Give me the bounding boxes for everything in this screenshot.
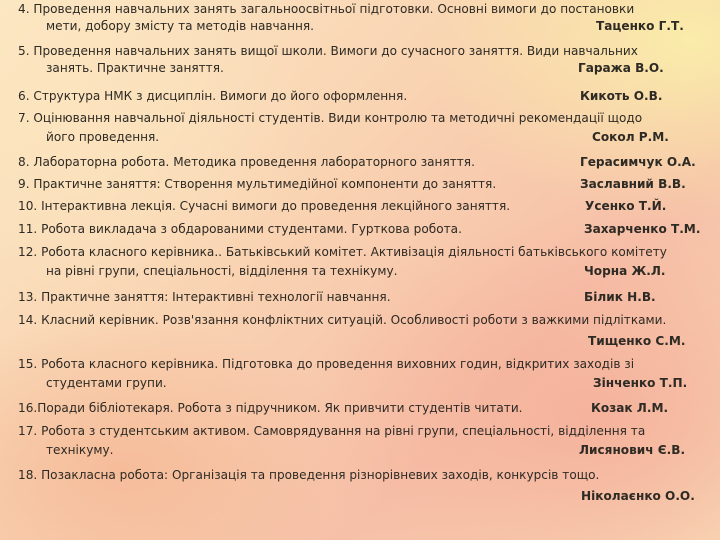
item-author: Білик Н.В.	[584, 290, 656, 304]
list-item	[0, 222, 720, 238]
item-title: 17. Робота з студентським активом. Самоврядування на рівні групи, спеціальності, відділення та	[18, 424, 646, 438]
item-title: 14. Класний керівник. Розв'язання конфліктних ситуацій. Особливості роботи з важкими підлітками.	[18, 313, 667, 327]
item-author: Лисянович Є.В.	[579, 443, 686, 457]
item-author: Чорна Ж.Л.	[584, 264, 666, 278]
item-title-cont: на рівні групи, спеціальності, відділення та технікуму.	[46, 264, 398, 278]
item-author: Захарченко Т.М.	[584, 222, 701, 236]
list-item	[0, 2, 720, 34]
item-title: 5. Проведення навчальних занять вищої школи. Вимоги до сучасного заняття. Види навчальних	[18, 44, 638, 58]
item-title: 13. Практичне заняття: Інтерактивні технології навчання.	[18, 290, 391, 304]
list-item	[0, 89, 720, 105]
list-item	[0, 199, 720, 215]
item-author: Зінченко Т.П.	[593, 376, 688, 390]
list-item	[0, 401, 720, 417]
list-item	[0, 357, 720, 389]
item-author: Заславний В.В.	[580, 177, 686, 191]
item-author: Таценко Г.Т.	[596, 19, 684, 33]
item-title-cont: технікуму.	[46, 443, 114, 457]
item-title: 15. Робота класного керівника. Підготовка до проведення виховних годин, відкритих заходів зі	[18, 357, 635, 371]
list-item	[0, 155, 720, 171]
item-author: Усенко Т.Й.	[585, 199, 667, 213]
item-author: Ніколаєнко О.О.	[581, 489, 695, 503]
list-item	[0, 468, 720, 504]
list-item	[0, 424, 720, 456]
item-title: 6. Структура НМК з дисциплін. Вимоги до його оформлення.	[18, 89, 408, 103]
list-item	[0, 290, 720, 306]
item-title: 8. Лабораторна робота. Методика проведення лабораторного заняття.	[18, 155, 475, 169]
item-title: 11. Робота викладача з обдарованими студентами. Гурткова робота.	[18, 222, 462, 236]
item-title-cont: мети, добору змісту та методів навчання.	[46, 19, 314, 33]
item-author: Тищенко С.М.	[588, 334, 686, 348]
item-title: 18. Позакласна робота: Організація та проведення різнорівневих заходів, конкурсів тощо.	[18, 468, 600, 482]
item-title: 10. Інтерактивна лекція. Сучасні вимоги до проведення лекційного заняття.	[18, 199, 511, 213]
item-author: Козак Л.М.	[591, 401, 669, 415]
item-title: 4. Проведення навчальних занять загальноосвітньої підготовки. Основні вимоги до постановки	[18, 2, 635, 16]
list-item	[0, 177, 720, 193]
list-item	[0, 44, 720, 76]
item-author: Сокол Р.М.	[592, 130, 669, 144]
item-title: 7. Оцінювання навчальної діяльності студентів. Види контролю та методичні рекомендації щодо	[18, 111, 643, 125]
item-author: Кикоть О.В.	[580, 89, 663, 103]
list-item	[0, 313, 720, 348]
list-item	[0, 245, 720, 277]
item-title-cont: занять. Практичне заняття.	[46, 61, 224, 75]
item-author: Герасимчук О.А.	[580, 155, 696, 169]
item-title: 16.Поради бібліотекаря. Робота з підручником. Як привчити студентів читати.	[18, 401, 523, 415]
item-author: Гаража В.О.	[578, 61, 664, 75]
item-title: 9. Практичне заняття: Створення мультимедійної компоненти до заняття.	[18, 177, 497, 191]
item-title-cont: студентами групи.	[46, 376, 167, 390]
item-title: 12. Робота класного керівника.. Батьківський комітет. Активізація діяльності батьківського комітету	[18, 245, 667, 259]
list-item	[0, 111, 720, 143]
item-title-cont: його проведення.	[46, 130, 160, 144]
